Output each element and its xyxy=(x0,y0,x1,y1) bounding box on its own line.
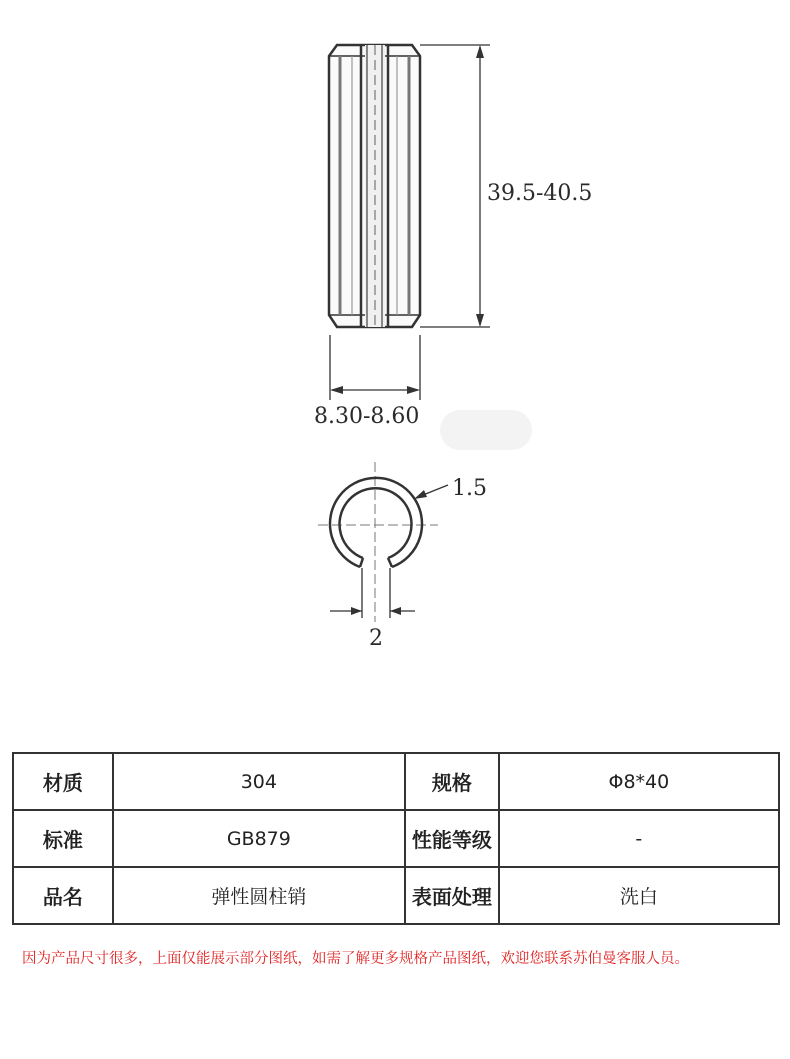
pin-side-view xyxy=(329,45,420,327)
spec-label: 规格 xyxy=(405,753,499,810)
table-row xyxy=(13,753,779,810)
watermark-blob xyxy=(440,410,532,450)
table-row xyxy=(13,810,779,867)
table-row xyxy=(13,867,779,924)
spec-table xyxy=(12,752,780,925)
grade-label: 性能等级 xyxy=(405,810,499,867)
standard-value: GB879 xyxy=(113,810,405,867)
grade-value: - xyxy=(499,810,779,867)
standard-label: 标准 xyxy=(13,810,113,867)
pin-section-view xyxy=(318,462,438,622)
material-value: 304 xyxy=(113,753,405,810)
product-name-value: 弹性圆柱销 xyxy=(113,867,405,924)
thickness-dimension-label: 1.5 xyxy=(452,476,487,501)
length-dimension-label: 39.5-40.5 xyxy=(487,181,593,206)
surface-value: 洗白 xyxy=(499,867,779,924)
thickness-leader xyxy=(414,485,448,499)
slot-dimension xyxy=(330,607,415,615)
product-name-label: 品名 xyxy=(13,867,113,924)
diameter-dimension-label: 8.30-8.60 xyxy=(314,404,420,429)
slot-dimension-label: 2 xyxy=(369,626,383,651)
spec-value: Φ8*40 xyxy=(499,753,779,810)
diameter-dimension xyxy=(330,335,420,400)
material-label: 材质 xyxy=(13,753,113,810)
surface-label: 表面处理 xyxy=(405,867,499,924)
length-dimension xyxy=(420,45,490,327)
footnote: 因为产品尺寸很多，上面仅能展示部分图纸，如需了解更多规格产品图纸，欢迎您联系苏伯曼客服人员。 xyxy=(22,951,689,967)
